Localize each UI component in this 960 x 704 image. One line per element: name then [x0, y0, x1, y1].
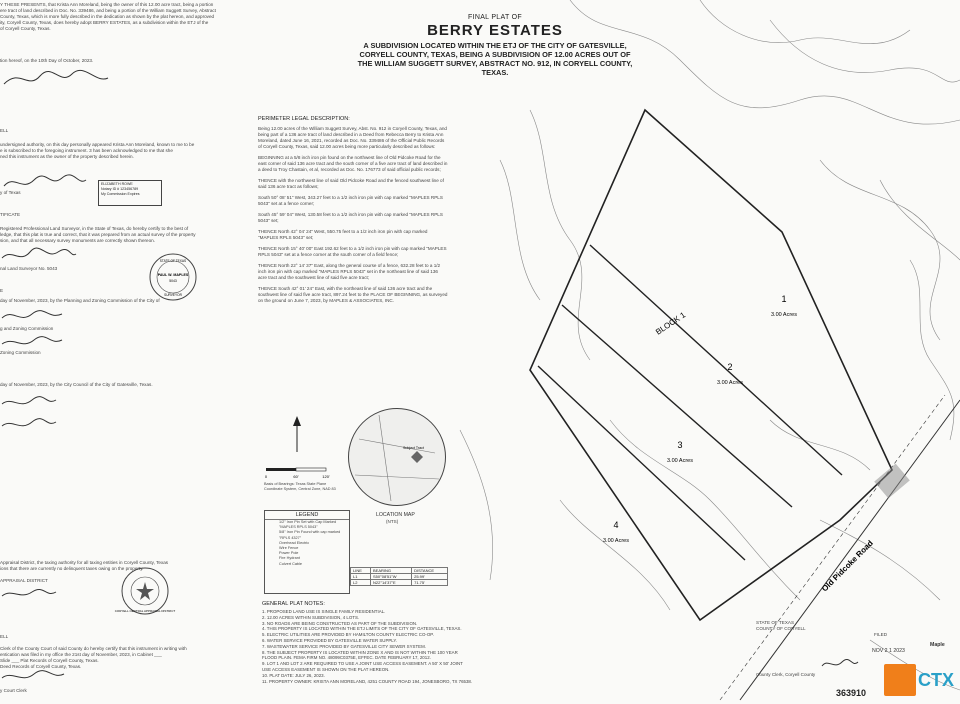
legend-row: Fire Hydrant	[279, 556, 300, 561]
appraisal-label: APPRAISAL DISTRICT	[0, 578, 48, 583]
ctx-watermark	[884, 664, 954, 696]
note-item: 10. PLAT DATE: JULY 26, 2023.	[262, 672, 325, 678]
perimeter-paragraph: THENCE North 42° 04' 24" West, 550.75 feet to a 1/2 inch iron pin with cap marked "MAPLES RPLS 5043" set;	[258, 229, 428, 240]
ack-line: ned this instrument as the owner of the property described herein.	[0, 154, 134, 159]
clerk-line: Clerk of the County Court of said County do hereby certify that this instrument in writing with	[0, 646, 187, 651]
perimeter-paragraph: South 50° 08' 51" West, 343.27 feet to a 1/2 inch iron pin with cap marked "MAPLES RPLS 5043" set at a fence corner;	[258, 195, 443, 206]
clerk-signature	[0, 668, 70, 686]
pz-chair-label: g and Zoning Commission	[0, 326, 54, 331]
line-table-header: BEARING	[371, 568, 412, 574]
ack-line: undersigned authority, on this day personally appeared Krista Ann Moreland, known to me to be	[0, 142, 195, 147]
clerk-line: entication was filed in my office the 21st day of November, 2023, in Cabinet ___	[0, 652, 162, 657]
seal-number: 5043	[169, 279, 177, 283]
line-table-cell: 71.75'	[412, 580, 448, 586]
road-label: Old Pidcoke Road	[820, 538, 875, 594]
legend-row: 5/8" Iron Pin Found with cap marked "RPLS 4327"	[279, 530, 341, 540]
subject-tract-marker	[411, 451, 423, 463]
notary-stamp-name: ELIZABETH ROWE	[101, 182, 133, 186]
recording-county: COUNTY OF CORYELL	[756, 626, 806, 631]
tax-line: ions that there are currently no delinquent taxes owing on the property.	[0, 566, 144, 571]
line-table	[350, 567, 448, 586]
lot-area: 3.00 Acres	[771, 312, 797, 318]
general-plat-notes	[262, 601, 562, 684]
pz-secretary-label: Zoning Commission	[0, 350, 41, 355]
appraisal-seal	[114, 566, 176, 616]
surveyor-firm-name: Maple	[930, 642, 945, 648]
pz-signature	[0, 306, 70, 326]
pz-approval: day of November, 2023, by the Planning and Zoning Commission of the City of	[0, 298, 160, 303]
subdivision-boundary	[530, 110, 892, 620]
note-item: 8. THE SUBJECT PROPERTY IS LOCATED WITHIN ZONE X AND IS NOT WITHIN THE 100 YEAR	[262, 649, 458, 655]
lot-lines	[538, 245, 842, 560]
perimeter-paragraph: Being 12.00 acres of the William Suggett Survey, Abst. No. 912 in Coryell County, Texas, and being part of a 136 acre tract of land described in a Deed from Rebecca Berry to Krista Ann Moreland, dated June 16, 2021, recorded as Doc. No. 339486 of the Official Public Records of Coryell County, Texas, said 12.00 acres being more particularly described as follows:	[258, 126, 447, 149]
surveyor-line: Registered Professional Land Surveyor, in the State of Texas, do hereby certify to the best of	[0, 226, 189, 231]
legend-row: Overhead Electric	[279, 540, 310, 545]
scale-tick: 60'	[293, 474, 299, 479]
council-approval: day of November, 2023, by the City Council of the City of Gatesville, Texas.	[0, 382, 153, 387]
lot-2	[717, 362, 743, 386]
dedication-line: County, Texas, which is more fully described in the dedication as shown by the plat hereon, and approved	[0, 14, 215, 19]
notes-heading: GENERAL PLAT NOTES:	[262, 601, 325, 607]
note-item: 9. LOT 1 AND LOT 2 ARE REQUIRED TO USE A JOINT USE ACCESS EASEMENT. A 50' X 50' JOINT	[262, 661, 463, 667]
subject-tract-label: Subject Tract	[403, 446, 424, 450]
perimeter-description	[258, 116, 448, 309]
clerk-county: ELL	[0, 634, 9, 639]
perimeter-paragraph: THENCE South 42° 01' 24" East, with the northeast line of said 136 acre tract and the southwest line of said five acre tract, 897.24 feet to the PLACE OF BEGINNING, as surveyed on the ground on June 7, 2023, by MAPLES & ASSOCIATES, INC.	[258, 286, 448, 303]
lot-number: 2	[727, 362, 733, 372]
legend-row: Wire Fence	[279, 546, 299, 551]
county-label: ELL	[0, 128, 9, 133]
perimeter-paragraph: THENCE with the northwest line of said Old Pidcoke Road and the fenced southwest line of said 136 acre tract as follows;	[258, 178, 444, 189]
surveyor-line: ledge, that this plat is true and correct, that it was prepared from an actual survey of the property	[0, 232, 196, 237]
texas-badge-icon	[884, 664, 916, 696]
clerk-title: y Court Clerk	[0, 688, 27, 693]
seal-name: PAUL W. MAPLES	[157, 273, 189, 277]
lot-number: 4	[613, 520, 619, 530]
dedication-date: tion hereof, on the 10th Day of October, 2023.	[0, 58, 94, 63]
recording-filed: FILED	[874, 632, 888, 637]
note-item: 2. 12.00 ACRES WITHIN SUBDIVISION, 4 LOTS.	[262, 614, 360, 620]
final-plat-label: FINAL PLAT OF	[468, 14, 522, 21]
clerk-line: Slide ___ Plat Records of Coryell County, Texas.	[0, 658, 99, 663]
surveyor-signature	[0, 244, 80, 266]
legend-heading: LEGEND	[265, 511, 349, 520]
note-item: FLOOD PLAIN. FEMA FIRM NO. 48099C0375E, EFFEC. DATE FEBRUARY 17, 2012.	[262, 655, 431, 661]
line-table-cell: L2	[351, 580, 371, 586]
perimeter-paragraph: South 45° 59' 04" West, 130.58 feet to a 1/2 inch iron pin with cap marked "MAPLES RPLS 5043" set;	[258, 212, 443, 223]
line-table-cell: N22°14'37"E	[371, 580, 412, 586]
owner-signature	[0, 64, 120, 94]
perimeter-paragraph: BEGINNING at a 5/8 inch iron pin found on the northwest line of Old Pidcoke Road for the east corner of said 136 acre tract and the south corner of a five acre tract of land described in a deed to Troy Chastain, et al, recorded as Doc. No. 176773 of said official public records;	[258, 155, 448, 172]
tax-line: Appraisal District, the taxing authority for all taxing entities in Coryell County, Texas	[0, 560, 169, 565]
note-item: 1. PROPOSED LAND USE IS SINGLE FAMILY RESIDENTIAL.	[262, 609, 386, 614]
perimeter-heading: PERIMETER LEGAL DESCRIPTION:	[258, 116, 350, 122]
lot-1	[771, 294, 797, 318]
legend-row: Power Pole	[279, 551, 299, 556]
scale-tick: 120'	[322, 474, 330, 479]
lot-4	[603, 520, 629, 544]
dedication-line: ere tract of land described in Doc. No. 339486, and being a portion of the William Suggett Survey, Abstract	[0, 8, 216, 13]
location-map-scale: (NTS)	[386, 519, 399, 524]
subdivision-description: A SUBDIVISION LOCATED WITHIN THE ETJ OF THE CITY OF GATESVILLE, CORYELL COUNTY, TEXAS, BEING A SUBDIVISION OF 12.00 ACRES OUT OF THE WILLIAM SUGGETT SURVEY, ABSTRACT NO. 912, IN CORYELL COUNTY, TEXAS.	[357, 41, 633, 77]
basis-of-bearings: Basis of Bearings: Texas State Plane Coordinate System, Central Zone, NAD 83	[264, 482, 336, 491]
note-item: 3. NO ROADS ARE BEING CONSTRUCTED AS PART OF THE SUBDIVISION.	[262, 620, 418, 626]
scale-bar	[262, 466, 342, 480]
lot-3	[667, 440, 693, 464]
legend	[264, 510, 350, 594]
lot-area: 3.00 Acres	[717, 380, 743, 386]
line-table-cell: 25.99'	[412, 574, 448, 580]
location-map-label: LOCATION MAP	[376, 512, 415, 518]
contour-lines	[460, 0, 960, 690]
surveyor-seal	[148, 252, 198, 302]
surveyor-line: sion, and that all necessary survey monuments are correctly shown thereon.	[0, 238, 155, 243]
tax-signature	[0, 584, 60, 604]
dedication-line: Y THESE PRESENTS, that Krista Ann Moreland, being the owner of this 12.00 acre tract, being a portion	[0, 2, 214, 7]
surveyor-number: nal Land Surveyor No. 5043	[0, 266, 58, 271]
notary-stamp-expiry: My Commission Expires	[101, 192, 140, 196]
dedication-line: of Coryell County, Texas.	[0, 26, 51, 31]
subdivision-name: BERRY ESTATES	[427, 22, 563, 39]
line-table-cell: L1	[351, 574, 371, 580]
scale-tick: 0	[264, 474, 268, 479]
watermark-text: CTX	[918, 669, 954, 690]
line-table-header: LINE	[351, 568, 371, 574]
appraisal-seal-text: CORYELL CENTRAL APPRAISAL DISTRICT	[114, 609, 176, 613]
location-map	[348, 408, 446, 506]
plat-drawing	[440, 0, 960, 704]
council-signature	[0, 394, 60, 434]
north-arrow-icon	[290, 414, 304, 454]
dedication-line: ity, Coryell County, Texas, does hereby adopt BERRY ESTATES, as a subdivision within the ETJ of the	[0, 20, 209, 25]
note-item: 4. THIS PROPERTY IS LOCATED WITHIN THE ETJ LIMITS OF THE CITY OF GATESVILLE, TEXAS.	[262, 626, 462, 632]
lot-area: 3.00 Acres	[667, 458, 693, 464]
block-label: BLOCK 1	[654, 310, 688, 337]
perimeter-paragraph: THENCE North 15° 40' 00" East 192.62 feet to a 1/2 inch iron pin with cap marked "MAPLES RPLS 5043" set at a fence corner at the south corner of a field fence;	[258, 246, 447, 257]
note-item: 11. PROPERTY OWNER: KRISTA ANN MORELAND, 4251 COUNTY ROAD 194, JONESBORO, TX 76538.	[262, 678, 473, 684]
surveyor-cert-heading: TIFICATE	[0, 212, 21, 217]
legend-row: 1/2" Iron Pin Set with Cap Marked "MAPLES RPLS 5043"	[279, 520, 337, 530]
instrument-number: 363910	[836, 688, 867, 698]
seal-title: SURVEYOR	[164, 293, 182, 297]
ack-line: e is subscribed to the foregoing instrument. 3 has been acknowledged to me that she	[0, 148, 173, 153]
lot-number: 3	[677, 440, 683, 450]
certificates-column	[0, 0, 250, 704]
notary-caption: y of Texas	[0, 190, 21, 195]
county-clerk-label: County Clerk, Coryell County	[756, 672, 816, 677]
clerk-stamp-signature	[820, 656, 860, 672]
recording-state: STATE OF TEXAS	[756, 620, 795, 625]
perimeter-paragraph: THENCE North 22° 14' 37" East, along the general course of a fence, 632.28 feet to a 1/2 inch iron pin with cap marked "MAPLES RPLS 5043" set in the northeast line of said 136 acre tract and the southwest line of said five acre tract;	[258, 263, 441, 280]
line-table-header: DISTANCE	[412, 568, 448, 574]
seal-state: STATE OF TEXAS	[159, 259, 187, 263]
note-item: 5. ELECTRIC UTILITIES ARE PROVIDED BY HAMILTON COUNTY ELECTRIC CO-OP.	[262, 632, 434, 638]
line-table-cell: S50°08'51"W	[371, 574, 412, 580]
pz-heading: E	[0, 288, 4, 293]
access-easement	[874, 464, 910, 499]
notary-stamp	[98, 180, 162, 206]
legend-row: Culvert Cable	[279, 561, 303, 566]
old-pidcoke-road	[720, 395, 960, 700]
lot-area: 3.00 Acres	[603, 538, 629, 544]
note-item: 7. WASTEWATER SERVICE PROVIDED BY GATESVILLE CITY SEWER SYSTEM.	[262, 643, 426, 649]
note-item: USE ACCESS EASEMENT IS SHOWN ON THE PLAT HEREON.	[262, 666, 390, 672]
note-item: 6. WATER SERVICE PROVIDED BY GATESVILLE WATER SUPPLY.	[262, 637, 398, 643]
notary-stamp-id: Notary ID # 123456789	[101, 187, 139, 191]
clerk-line: Deed Records of Coryell County, Texas.	[0, 664, 82, 669]
lot-number: 1	[781, 294, 787, 304]
recording-date-stamp: NOV 2 1 2023	[872, 648, 905, 654]
location-map-drawing	[349, 409, 445, 505]
